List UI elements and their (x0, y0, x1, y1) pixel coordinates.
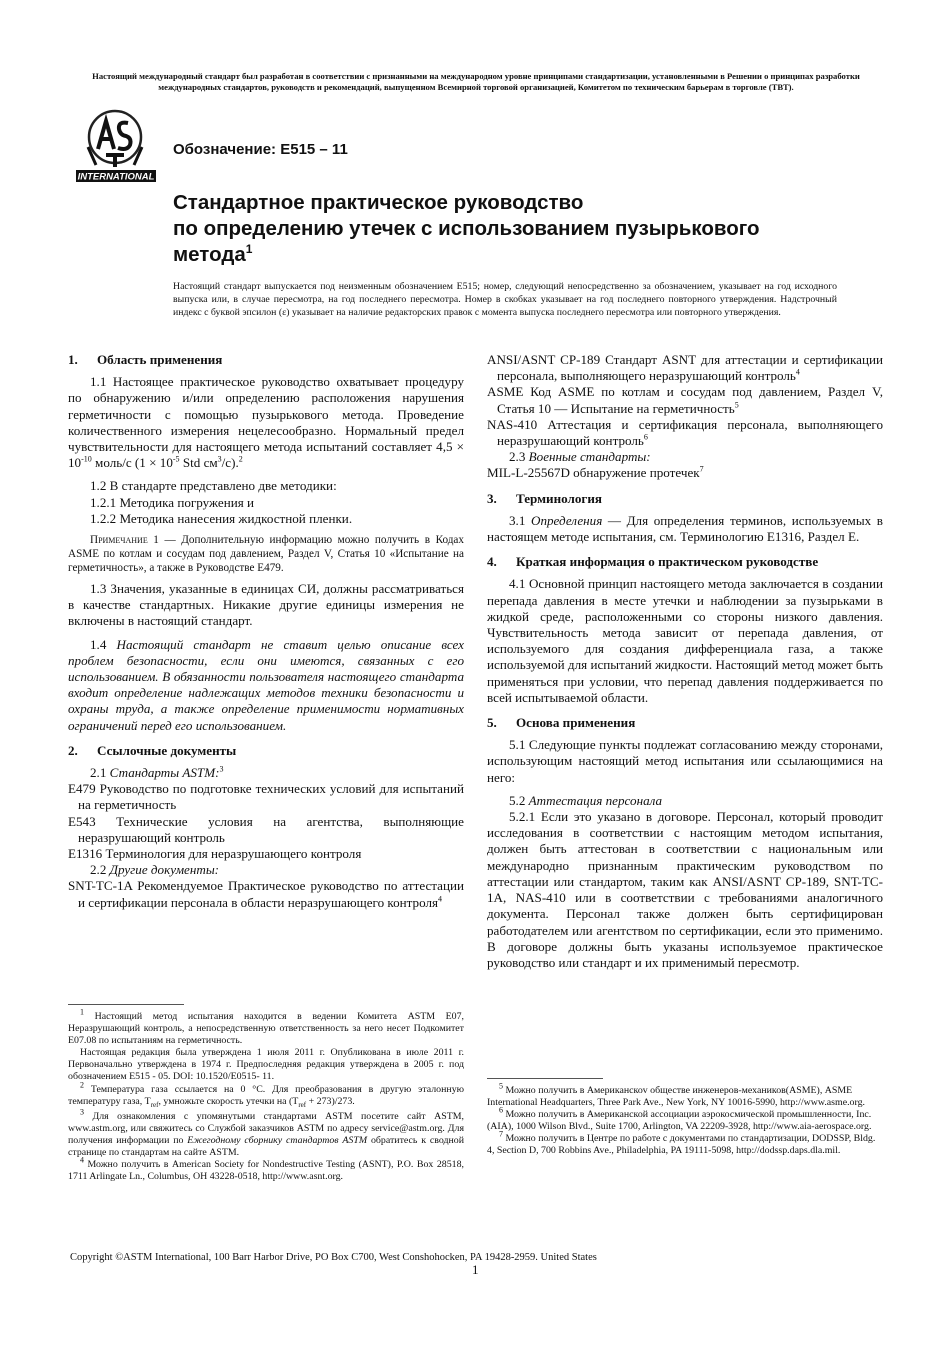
section-2-heading: 2. Ссылочные документы (68, 742, 237, 758)
document-title (173, 190, 853, 268)
title-line-2: по определению утечек с использованием пузырькового (173, 217, 760, 240)
ref-e1316: E1316 Терминология для неразрушающего контроля (68, 846, 362, 862)
para-1-2-1: 1.2.1 Методика погружения и (90, 494, 255, 510)
para-5-1: 5.1 Следующие пункты подлежат согласованию между сторонами, использующим настоящий метод испытания или ссылающимися на него: (487, 737, 883, 785)
footnote-7: $^7$ Можно получить в Центре по работе с документами по стандартизации, DODSSP, Bldg. 4, Section D, 700 Robbins Ave., Philadelphia, PA 19111-5098, http://dodssp.daps.dla.mil. (487, 1130, 876, 1157)
logo-astm-text: ASTM (113, 143, 117, 144)
ref-mil: MIL-L-25567D обнаружение протечек$^7$ (487, 465, 704, 481)
intro-note: Настоящий международный стандарт был разработан в соответствии с признанными на международном уровне принципами стандартизации, установленными в Решении о принципах разработки международных стандартов, руководств и рекомендаций, выпущенном Всемирной торговой организацией, Комитетом по техническим барьерам в торговле (ТВТ). (92, 71, 860, 92)
footnote-6: $^6$ Можно получить в Американской ассоциации аэрокосмической промышленности, Inc. (AIA), 1000 Wilson Blvd., Suite 1700, Arlington, VA 22209-3928, http://www.aia-aerospace.org. (487, 1105, 872, 1133)
para-1-2-2: 1.2.2 Методика нанесения жидкостной пленки. (90, 510, 353, 526)
ref-e479: E479 Руководство по подготовке технических условий для испытаний на герметичность (68, 781, 464, 813)
para-1-3: 1.3 Значения, указанные в единицах СИ, должны рассматриваться в качестве стандартных. Никакие другие единицы измерения не включены в настоящий стандарт. (68, 581, 464, 629)
right-column (487, 352, 883, 971)
ref-nas-410: NAS-410 Аттестация и сертификация персонала, выполняющего неразрушающий контроль$^6$ (487, 416, 883, 449)
section-3-heading: 3. Терминология (487, 490, 602, 506)
ref-asme: ASME Код ASME по котлам и сосудам под давлением, Раздел V, Статья 10 — Испытание на герметичность$^5$ (487, 384, 883, 416)
para-2-2: 2.2 Другие документы: (90, 862, 220, 878)
note-1: Примечание 1 — Дополнительную информацию можно получить в Кодах ASME по котлам и сосудам под давлением, Раздел V, Статья 10 «Испытание на герметичность», а также в Руководстве E479. (68, 534, 464, 575)
para-4-1: 4.1 Основной принцип настоящего метода заключается в создании перепада давления в месте утечки и наблюдении за пузырьками в жидкой среде, расположенными со стороны низкого давления. Чувствительность метода зависит от перепада давления, от используемого для создания дифференциала газа, а также используемой для испытаний жидкости. Настоящий метод может быть применяться при условии, что перепад давления поддерживается по всей испытываемой области. (487, 576, 883, 705)
section-4-heading: 4. Краткая информация о практическом руководстве (487, 554, 819, 570)
footnotes-right (487, 1078, 883, 1158)
footnotes-left (68, 1004, 464, 1183)
title-line-1: Стандартное практическое руководство (173, 191, 584, 214)
ref-ansi-asnt: ANSI/ASNT CP-189 Стандарт ASNT для аттестации и сертификации персонала, выполняющего неразрушающий контроль$^4$ (487, 352, 883, 384)
left-column (68, 352, 464, 911)
ref-snt-tc-1a: SNT-TC-1A Рекомендуемое Практическое руководство по аттестации и сертификации персонала в области неразрушающего контроля$^4$ (68, 878, 464, 910)
section-5-heading: 5. Основа применения (487, 715, 636, 731)
para-5-2: 5.2 Аттестация персонала (509, 792, 663, 808)
title-footnote-mark: 1 (245, 242, 253, 257)
footnote-1b: Настоящая редакция была утверждена 1 июля 2011 г. Опубликована в июле 2011 г. Первоначально утверждена в 1974 г. Предпоследняя редакция утверждена в 2005 г. под обозначением E515 - 05. DOI: 10.1520/E0515- 11. (68, 1047, 464, 1083)
title-line-3: метода$^1$ (173, 242, 253, 266)
para-2-1: 2.1 Стандарты ASTM:$^3$ (90, 764, 224, 781)
astm-logo-icon (68, 107, 163, 184)
logo-international-text: INTERNATIONAL (77, 171, 155, 183)
footnote-4: $^4$ Можно получить в American Society for Nondestructive Testing (ASNT), P.O. Box 28518, 1711 Arlingate Ln., Columbus, OH 43228-0518, http://www.asnt.org. (68, 1155, 464, 1183)
para-1-1: 1.1 Настоящее практическое руководство охватывает процедуру по обнаружению и/или определению расположения нарушения герметичности с помощью пузырькового метода. Проведение количественного измерения нецелесообразно. Нормальный предел чувствительности для настоящего метода испытаний составляет $4,5 \times 10^{-10}$ моль/с ($1 \times 10^{-5}$ Std $см^3/с).^2$ (68, 374, 464, 471)
para-3-1: 3.1 Определения — Для определения терминов, используемых в настоящем методе испытания, см. Терминологию E1316, Раздел E. (487, 512, 883, 545)
para-5-2-1: 5.2.1 Если это указано в договоре. Персонал, который проводит исследования в соответствии с настоящим методом испытания, должен быть аттестован в соответствии с национальным или международно признанным практическим руководством по аттестации или стандартом, таким как ANSI/ASNT CP-189, SNT-TC-1A, NAS-410 или в соответствии с требованиями аналогичного документа. Персонал также должен быть сертифицирован работодателем или агентством по сертификации, если это применимо. В договоре должны быть указаны используемое практическое руководство или стандарт и их применимый пересмотр. (487, 809, 883, 970)
section-1-heading: 1. Область применения (68, 352, 223, 367)
footnote-3: $^3$ Для ознакомления с упомянутыми стандартами ASTM посетите сайт ASTM, www.astm.org, или свяжитесь со Службой заказчиков ASTM по адресу service@astm.org. Для получения информации по Ежегодному сборнику стандартов ASTM обратитесь к сводной странице по стандартам на сайте ASTM. (68, 1107, 465, 1158)
copyright: Copyright ©ASTM International, 100 Barr Harbor Drive, PO Box C700, West Conshohocken, PA 19428-2959. United States (70, 1252, 597, 1263)
para-1-4: 1.4 Настоящий стандарт не ставит целью описание всех проблем безопасности, если они имеются, связанных с его использованием. В обязанности пользователя настоящего стандарта входит определение надлежащих методов техники безопасности и охраны труда, а также определение применимости нормативных ограничений перед его использованием. (68, 636, 464, 733)
footnote-1: $^1$ Настоящий метод испытания находится в ведении Комитета ASTM E07, Неразрушающий контроль, а непосредственную ответственность за него несет Подкомитет E07.08 по испытаниям на герметичность. (68, 1007, 464, 1047)
designation: Обозначение: E515 – 11 (173, 141, 348, 158)
footnote-5: $^5$ Можно получить в Американскоv обществе инженеров-механиков(ASME), ASME International Headquarters, Three Park Ave., New York, NY 10016-5990, http://www.asme.org. (487, 1081, 866, 1109)
astm-logo (68, 107, 163, 184)
footnote-rule-right (487, 1078, 603, 1079)
issuance-statement: Настоящий стандарт выпускается под неизменным обозначением E515; номер, следующий непосредственно за обозначением, указывает на год исходного выпуска или, в случае пересмотра, на год последнего пересмотра. Номер в скобках указывает на год последнего повторного утверждения. Надстрочный индекс с буквой эпсилон (ε) указывает на наличие редакторских правок с момента выпуска последнего пересмотра или повторного утверждения. (173, 281, 837, 318)
ref-e543: E543 Технические условия на агентства, выполняющие неразрушающий контроль (68, 813, 464, 845)
para-1-2: 1.2 В стандарте представлено две методики: (90, 478, 337, 494)
page-number: 1 (472, 1262, 479, 1277)
footnote-2: $^2$ Температура газа ссылается на 0 °С. Для преобразования в другую эталонную температуру газа, $T_{ref}$, умножьте скорость утечки на $(T_{ref} + 273)/273$. (68, 1080, 465, 1109)
footnote-rule-left (68, 1004, 184, 1005)
para-2-3: 2.3 Военные стандарты: (509, 449, 651, 465)
